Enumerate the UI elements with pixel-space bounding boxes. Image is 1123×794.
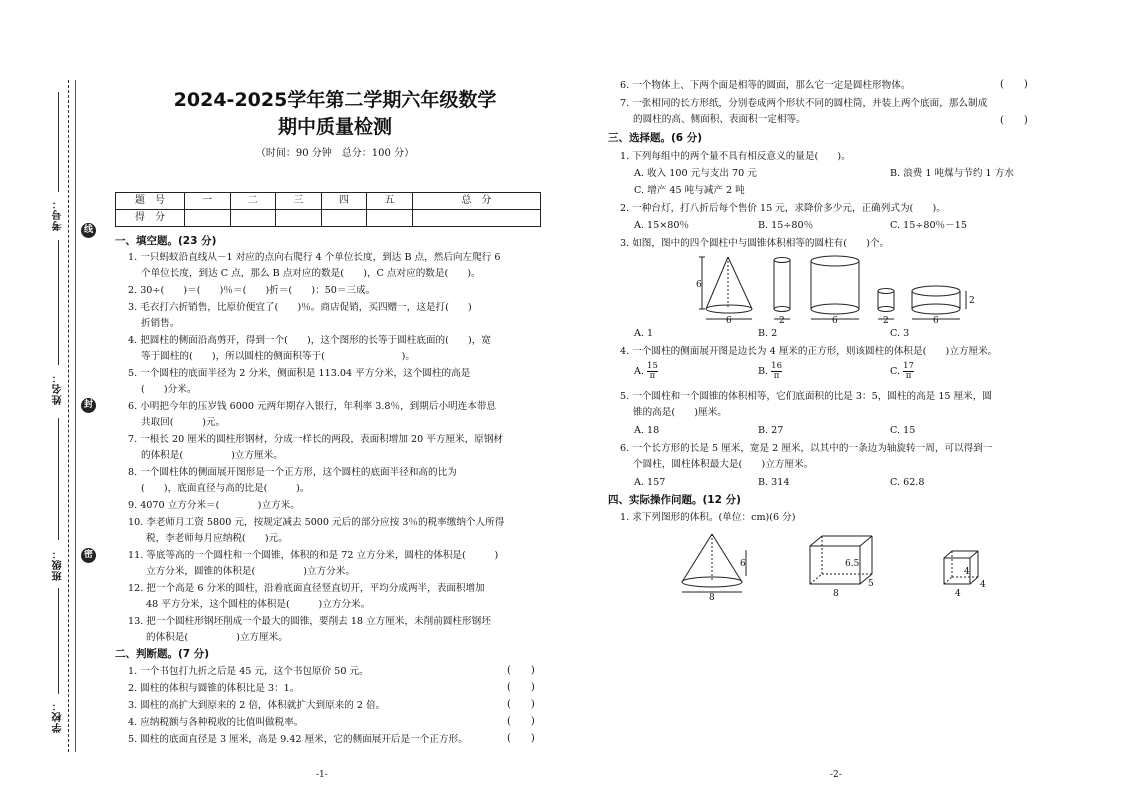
choice-2-option-c: C. 15÷80％－15	[890, 220, 967, 231]
choice-question-5	[620, 389, 992, 422]
choice-4-option-c	[890, 362, 914, 381]
question-text: 5. 一个圆柱和一个圆锥的体积相等，它们底面积的比是 3：5，圆柱的高是 15 厘米，圆	[620, 391, 992, 402]
question-1-1	[128, 250, 500, 283]
exam-no-label: 考号：	[53, 198, 64, 231]
judge-item-2: 2. 圆柱的体积与圆锥的体积比是 3：1。	[128, 683, 300, 694]
score-table-score-row	[116, 210, 541, 227]
label-cyl1-diameter: 2	[779, 316, 785, 325]
question-text: 3. 毛衣打六折销售，比原价便宜了( )％。商店促销，买四赠一，这是打( )	[128, 302, 472, 313]
score-cell: 五	[367, 193, 413, 210]
question-text: 11. 等底等高的一个圆柱和一个圆锥，体积的和是 72 立方分米，圆柱的体积是( )	[128, 550, 499, 561]
judge-answer-4[interactable]: ( )	[507, 716, 535, 727]
label-box-w: 5	[868, 579, 874, 589]
binding-solid-line	[75, 80, 76, 752]
judge-answer-5[interactable]: ( )	[507, 733, 535, 744]
question-text: 的圆柱的高、侧面积、表面积一定相等。	[633, 114, 806, 126]
option-letter: B.	[758, 366, 769, 377]
seal-secret-mark: 密	[81, 548, 96, 563]
solids-figure	[670, 530, 1000, 602]
score-input-cell[interactable]	[412, 210, 540, 227]
choice-5-option-c: C. 15	[890, 425, 916, 436]
label-cube-w: 4	[980, 580, 986, 590]
fraction-denominator: π	[773, 371, 780, 381]
choice-6-option-b: B. 314	[758, 477, 790, 488]
score-input-cell[interactable]	[276, 210, 322, 227]
judge-answer-2[interactable]: ( )	[507, 682, 535, 693]
question-1-11	[128, 548, 498, 581]
question-1-5	[128, 366, 470, 399]
section-4-title: 四、实际操作问题。(12 分)	[608, 494, 741, 506]
label-box-l: 8	[833, 589, 839, 599]
exam-title: 2024-2025学年第二学期六年级数学	[173, 89, 497, 111]
question-text: 13. 把一个圆柱形钢坯削成一个最大的圆锥，要削去 18 立方厘米，未削前圆柱形钢坯	[128, 616, 491, 627]
score-input-cell[interactable]	[185, 210, 231, 227]
question-1-7	[128, 432, 503, 465]
question-text: ( )分米。	[141, 384, 197, 396]
question-text: 税，李老师每月应纳税( )元。	[146, 533, 288, 545]
name-label: 姓名：	[53, 372, 64, 405]
choice-2-option-b: B. 15÷80％	[758, 220, 814, 231]
seal-seal-mark: 封	[81, 398, 96, 413]
score-table	[115, 192, 541, 227]
label-cyl4-height: 2	[969, 296, 975, 306]
question-text: 6. 一个长方形的长是 5 厘米，宽是 2 厘米，以其中的一条边为轴旋转一周，可以得到一	[620, 443, 993, 454]
option-letter: C.	[890, 366, 901, 377]
class-blank	[58, 418, 59, 540]
judge-item-7	[620, 96, 987, 129]
choice-question-6	[620, 441, 992, 474]
fraction-denominator: π	[905, 371, 912, 381]
question-1-8	[128, 465, 457, 498]
choice-1-option-c: C. 增产 45 吨与减产 2 吨	[634, 185, 745, 196]
score-input-cell[interactable]	[230, 210, 276, 227]
score-cell: 四	[321, 193, 367, 210]
judge-answer-1[interactable]: ( )	[507, 665, 535, 676]
choice-3-option-c: C. 3	[890, 328, 910, 339]
fraction-numerator: 16	[771, 361, 782, 371]
cone-cylinders-figure	[690, 253, 980, 325]
choice-4-option-b	[758, 362, 782, 381]
question-text: 的体积是( )立方厘米。	[146, 632, 288, 644]
judge-answer-3[interactable]: ( )	[507, 699, 535, 710]
fraction-numerator: 15	[647, 361, 658, 371]
time-info: （时间：90 分钟 总分：100 分）	[255, 148, 415, 159]
question-text: 5. 一个圆柱的底面半径为 2 分米，侧面积是 113.04 平方分米，这个圆柱的高是	[128, 368, 471, 379]
question-text: 立方分米，圆锥的体积是( )立方分米。	[146, 566, 355, 578]
judge-item-6: 6. 一个物体上、下两个面是相等的圆面，那么它一定是圆柱形物体。	[620, 80, 911, 91]
question-text: 48 平方分米，这个圆柱的体积是( )立方分米。	[146, 599, 371, 611]
choice-question-4: 4. 一个圆柱的侧面展开图是边长为 4 厘米的正方形，则该圆柱的体积是( )立方厘米。	[620, 346, 998, 357]
question-text: 7. 一张相同的长方形纸，分别卷成两个形状不同的圆柱筒，并装上两个底面，那么制成	[620, 98, 988, 109]
question-text: 锥的高是( )厘米。	[633, 407, 727, 419]
question-text: ( )，底面直径与高的比是( )。	[141, 483, 310, 495]
class-label: 班级：	[53, 548, 64, 581]
judge-item-3: 3. 圆柱的高扩大到原来的 2 倍，体积就扩大到原来的 2 倍。	[128, 700, 386, 711]
score-cell: 一	[185, 193, 231, 210]
label-cyl2-diameter: 6	[832, 316, 838, 325]
question-text: 个单位长度，到达 C 点，那么 B 点对应的数是( )，C 点对应的数是( )。	[141, 268, 481, 280]
question-1-13	[128, 614, 491, 647]
question-text: 10. 李老师月工资 5800 元，按规定减去 5000 元后的部分应按 3％的税率缴纳个人所得	[128, 517, 505, 528]
score-cell: 题 号	[116, 193, 185, 210]
score-cell: 得 分	[116, 210, 185, 227]
page-number-right: -2-	[830, 770, 842, 780]
choice-5-option-b: B. 27	[758, 425, 784, 436]
exam-subtitle: 期中质量检测	[277, 116, 392, 138]
judge-item-1: 1. 一个书包打九折之后是 45 元，这个书包原价 50 元。	[128, 666, 369, 677]
section-1-title: 一、填空题。(23 分)	[115, 235, 217, 247]
section-2-title: 二、判断题。(7 分)	[115, 648, 210, 660]
label-cone-height: 6	[696, 280, 702, 290]
fraction-denominator: π	[649, 371, 656, 381]
choice-question-1: 1. 下列每组中的两个量不具有相反意义的量是( )。	[620, 151, 851, 162]
question-1-2: 2. 30÷( )＝( )％＝( )折＝( )：50＝三成。	[128, 285, 376, 296]
question-text: 4. 把圆柱的侧面沿高剪开，得到一个( )，这个图形的长等于圆柱底面的( )，宽	[128, 335, 491, 346]
exam-no-blank	[58, 92, 59, 192]
choice-1-option-a: A. 收入 100 元与支出 70 元	[634, 168, 757, 179]
question-1-6	[128, 399, 496, 432]
choice-4-option-a	[634, 362, 658, 381]
question-text: 1. 一只蚂蚁沿直线从－1 对应的点向右爬行 4 个单位长度，到达 B 点，然后向左爬行 6	[128, 252, 501, 263]
question-text: 折销售。	[141, 318, 180, 330]
choice-5-option-a: A. 18	[634, 425, 660, 436]
judge-item-4: 4. 应纳税额与各种税收的比值叫做税率。	[128, 717, 304, 728]
label-cone-d: 8	[709, 593, 715, 602]
question-text: 等于圆柱的( )，所以圆柱的侧面积等于( )。	[141, 351, 416, 363]
section-3-title: 三、选择题。(6 分)	[608, 132, 703, 144]
question-1-10	[128, 515, 504, 548]
judge-answer-6[interactable]: ( )	[1000, 79, 1028, 90]
score-input-cell[interactable]	[321, 210, 367, 227]
score-cell: 二	[230, 193, 276, 210]
question-text: 12. 把一个高是 6 分米的圆柱，沿着底面直径竖直切开，平均分成两半，表面积增加	[128, 583, 485, 594]
school-blank	[58, 588, 59, 694]
fraction-numerator: 17	[903, 361, 914, 371]
name-blank	[58, 240, 59, 365]
question-text: 的体积是( )立方厘米。	[141, 450, 283, 462]
binding-dashed-line	[68, 80, 69, 752]
choice-question-3: 3. 如图，图中的四个圆柱中与圆锥体积相等的圆柱有( )个。	[620, 238, 890, 249]
seal-line-mark: 线	[81, 223, 96, 238]
question-text: 个圆柱，圆柱体积最大是( )立方厘米。	[633, 459, 814, 471]
judge-item-5: 5. 圆柱的底面直径是 3 厘米，高是 9.42 厘米，它的侧面展开后是一个正方形。	[128, 734, 468, 745]
choice-6-option-c: C. 62.8	[890, 477, 925, 488]
question-1-3	[128, 300, 472, 333]
question-text: 共取回( )元。	[141, 417, 226, 429]
score-input-cell[interactable]	[367, 210, 413, 227]
judge-answer-7[interactable]: ( )	[1000, 115, 1028, 126]
score-cell: 总 分	[412, 193, 540, 210]
label-cube-h: 4	[964, 567, 970, 577]
score-cell: 三	[276, 193, 322, 210]
option-letter: A.	[634, 366, 644, 377]
question-text: 6. 小明把今年的压岁钱 6000 元两年期存入银行，年利率 3.8％，到期后小明连本带息	[128, 401, 497, 412]
question-1-4	[128, 333, 491, 366]
question-text: 7. 一根长 20 厘米的圆柱形钢材，分成一样长的两段，表面积增加 20 平方厘米，原钢材	[128, 434, 504, 445]
question-1-12	[128, 581, 485, 614]
choice-2-option-a: A. 15×80％	[634, 220, 690, 231]
label-cyl4-diameter: 6	[933, 316, 939, 325]
operation-question-1: 1. 求下列图形的体积。(单位：cm)(6 分)	[620, 512, 796, 523]
question-text: 8. 一个圆柱体的侧面展开图形是一个正方形，这个圆柱的底面半径和高的比为	[128, 467, 457, 478]
label-cone-h: 6	[740, 559, 746, 569]
label-box-h: 6.5	[845, 559, 860, 569]
choice-3-option-b: B. 2	[758, 328, 778, 339]
label-cone-diameter: 6	[726, 316, 732, 325]
score-table-header-row	[116, 193, 541, 210]
label-cyl3-diameter: 2	[883, 316, 889, 325]
school-label: 学校：	[53, 700, 64, 733]
label-cube-l: 4	[955, 589, 961, 599]
question-1-9: 9. 4070 立方分米＝( )立方米。	[128, 500, 300, 511]
choice-6-option-a: A. 157	[634, 477, 666, 488]
page-number-left: -1-	[316, 770, 328, 780]
choice-question-2: 2. 一种台灯，打八折后每个售价 15 元，求降价多少元，正确列式为( )。	[620, 203, 946, 214]
choice-1-option-b: B. 浪费 1 吨煤与节约 1 方水	[890, 168, 1014, 179]
choice-3-option-a: A. 1	[634, 328, 654, 339]
